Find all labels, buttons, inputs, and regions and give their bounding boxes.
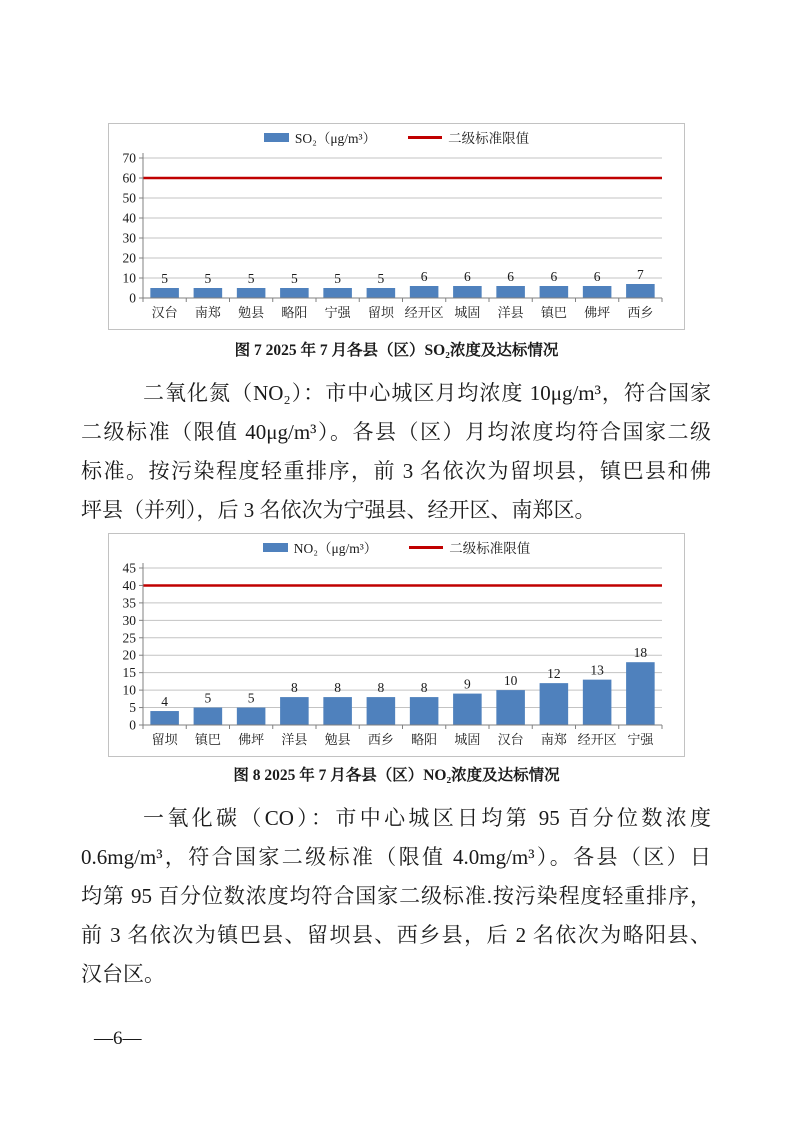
bar-series-label: NO₂（μg/m³） bbox=[293, 541, 378, 556]
svg-text:6: 6 bbox=[464, 269, 471, 284]
svg-text:45: 45 bbox=[122, 560, 136, 576]
svg-text:25: 25 bbox=[122, 630, 136, 646]
paragraph-line: 前 3 名依次为镇巴县、留坝县、西乡县，后 2 名依次为略阳县、 bbox=[81, 923, 711, 947]
svg-text:宁强: 宁强 bbox=[627, 732, 654, 747]
svg-text:留坝: 留坝 bbox=[367, 305, 394, 320]
so2-chart-caption: 图 7 2025 年 7 月各县（区）SO₂浓度及达标情况 bbox=[234, 342, 559, 359]
svg-text:60: 60 bbox=[122, 170, 136, 186]
no2-paragraph bbox=[81, 374, 711, 530]
limit-line-label: 二级标准限值 bbox=[449, 541, 531, 556]
svg-text:13: 13 bbox=[590, 662, 604, 678]
svg-text:10: 10 bbox=[503, 673, 518, 689]
svg-text:略阳: 略阳 bbox=[411, 732, 438, 747]
svg-text:10: 10 bbox=[122, 270, 136, 286]
svg-text:汉台: 汉台 bbox=[151, 305, 178, 320]
svg-text:勉县: 勉县 bbox=[324, 732, 351, 747]
svg-text:5: 5 bbox=[334, 271, 341, 286]
svg-text:70: 70 bbox=[122, 150, 136, 166]
svg-text:6: 6 bbox=[507, 269, 514, 284]
svg-text:西乡: 西乡 bbox=[627, 305, 654, 320]
svg-text:略阳: 略阳 bbox=[281, 305, 308, 320]
svg-text:12: 12 bbox=[547, 666, 561, 682]
svg-text:20: 20 bbox=[122, 647, 136, 663]
limit-line-swatch bbox=[408, 136, 442, 139]
svg-text:洋县: 洋县 bbox=[497, 305, 524, 320]
svg-text:20: 20 bbox=[122, 250, 136, 266]
svg-text:5: 5 bbox=[161, 271, 168, 286]
no2-chart-legend bbox=[109, 534, 684, 560]
svg-text:经开区: 经开区 bbox=[577, 732, 617, 747]
bar-series-swatch bbox=[263, 543, 288, 552]
so2-chart-canvas bbox=[109, 150, 684, 329]
paragraph-line: 均第 95 百分位数浓度均符合国家二级标准.按污染程度轻重排序， bbox=[81, 884, 711, 908]
co-paragraph bbox=[81, 799, 711, 994]
svg-text:6: 6 bbox=[593, 269, 601, 284]
page-number: —6— bbox=[94, 1028, 142, 1049]
so2-chart-legend bbox=[109, 124, 684, 150]
svg-text:6: 6 bbox=[550, 269, 558, 284]
svg-text:8: 8 bbox=[291, 680, 298, 696]
svg-text:镇巴: 镇巴 bbox=[194, 732, 221, 747]
svg-text:5: 5 bbox=[291, 271, 298, 286]
svg-text:5: 5 bbox=[247, 690, 255, 706]
svg-text:城固: 城固 bbox=[454, 305, 481, 320]
limit-line-label: 二级标准限值 bbox=[448, 131, 530, 146]
no2-bar-chart bbox=[108, 533, 685, 757]
svg-text:6: 6 bbox=[420, 269, 428, 284]
svg-text:经开区: 经开区 bbox=[404, 305, 444, 320]
svg-text:洋县: 洋县 bbox=[281, 732, 308, 747]
svg-text:10: 10 bbox=[122, 682, 136, 698]
svg-text:4: 4 bbox=[161, 694, 168, 710]
svg-text:汉台: 汉台 bbox=[497, 732, 524, 747]
svg-text:5: 5 bbox=[204, 271, 212, 286]
svg-text:35: 35 bbox=[122, 595, 136, 611]
svg-text:5: 5 bbox=[377, 271, 385, 286]
paragraph-line: 二氧化氮（NO₂）：市中心城区月均浓度 10μg/m³，符合国家 bbox=[143, 381, 711, 405]
svg-text:城固: 城固 bbox=[454, 732, 481, 747]
svg-text:8: 8 bbox=[377, 680, 385, 696]
svg-text:9: 9 bbox=[464, 676, 471, 692]
svg-text:西乡: 西乡 bbox=[367, 732, 394, 747]
svg-text:7: 7 bbox=[637, 267, 644, 282]
svg-text:18: 18 bbox=[633, 645, 648, 661]
svg-text:8: 8 bbox=[334, 680, 341, 696]
svg-text:5: 5 bbox=[247, 271, 255, 286]
paragraph-line: 标准。按污染程度轻重排序，前 3 名依次为留坝县，镇巴县和佛 bbox=[81, 459, 711, 483]
paragraph-line: 0.6mg/m³，符合国家二级标准（限值 4.0mg/m³）。各县（区）日 bbox=[81, 845, 711, 869]
svg-text:镇巴: 镇巴 bbox=[540, 305, 567, 320]
svg-text:留坝: 留坝 bbox=[151, 732, 178, 747]
svg-text:0: 0 bbox=[129, 290, 136, 306]
svg-text:南郑: 南郑 bbox=[194, 305, 221, 320]
limit-line-swatch bbox=[409, 546, 443, 549]
svg-text:8: 8 bbox=[420, 680, 428, 696]
bar-series-swatch bbox=[264, 133, 289, 142]
bar-series-label: SO₂（μg/m³） bbox=[294, 131, 377, 146]
svg-text:0: 0 bbox=[129, 717, 136, 733]
so2-bar-chart bbox=[108, 123, 685, 330]
svg-text:50: 50 bbox=[122, 190, 136, 206]
paragraph-line: 二级标准（限值 40μg/m³）。各县（区）月均浓度均符合国家二级 bbox=[81, 420, 711, 444]
paragraph-line: 一氧化碳（CO）：市中心城区日均第 95 百分位数浓度 bbox=[143, 806, 711, 830]
svg-text:佛坪: 佛坪 bbox=[238, 732, 265, 747]
svg-text:南郑: 南郑 bbox=[540, 732, 567, 747]
paragraph-line: 汉台区。 bbox=[81, 962, 165, 986]
svg-text:40: 40 bbox=[122, 577, 136, 593]
no2-chart-canvas bbox=[109, 560, 684, 756]
svg-text:40: 40 bbox=[122, 210, 136, 226]
svg-text:5: 5 bbox=[129, 700, 136, 716]
paragraph-line: 坪县（并列），后 3 名依次为宁强县、经开区、南郑区。 bbox=[81, 498, 596, 522]
svg-text:5: 5 bbox=[204, 690, 212, 706]
svg-text:30: 30 bbox=[122, 612, 136, 628]
svg-text:15: 15 bbox=[122, 665, 136, 681]
svg-text:佛坪: 佛坪 bbox=[584, 305, 611, 320]
svg-text:宁强: 宁强 bbox=[324, 305, 351, 320]
svg-text:勉县: 勉县 bbox=[238, 305, 265, 320]
svg-text:30: 30 bbox=[122, 230, 136, 246]
no2-chart-caption: 图 8 2025 年 7 月各县（区）NO₂浓度及达标情况 bbox=[233, 767, 560, 784]
